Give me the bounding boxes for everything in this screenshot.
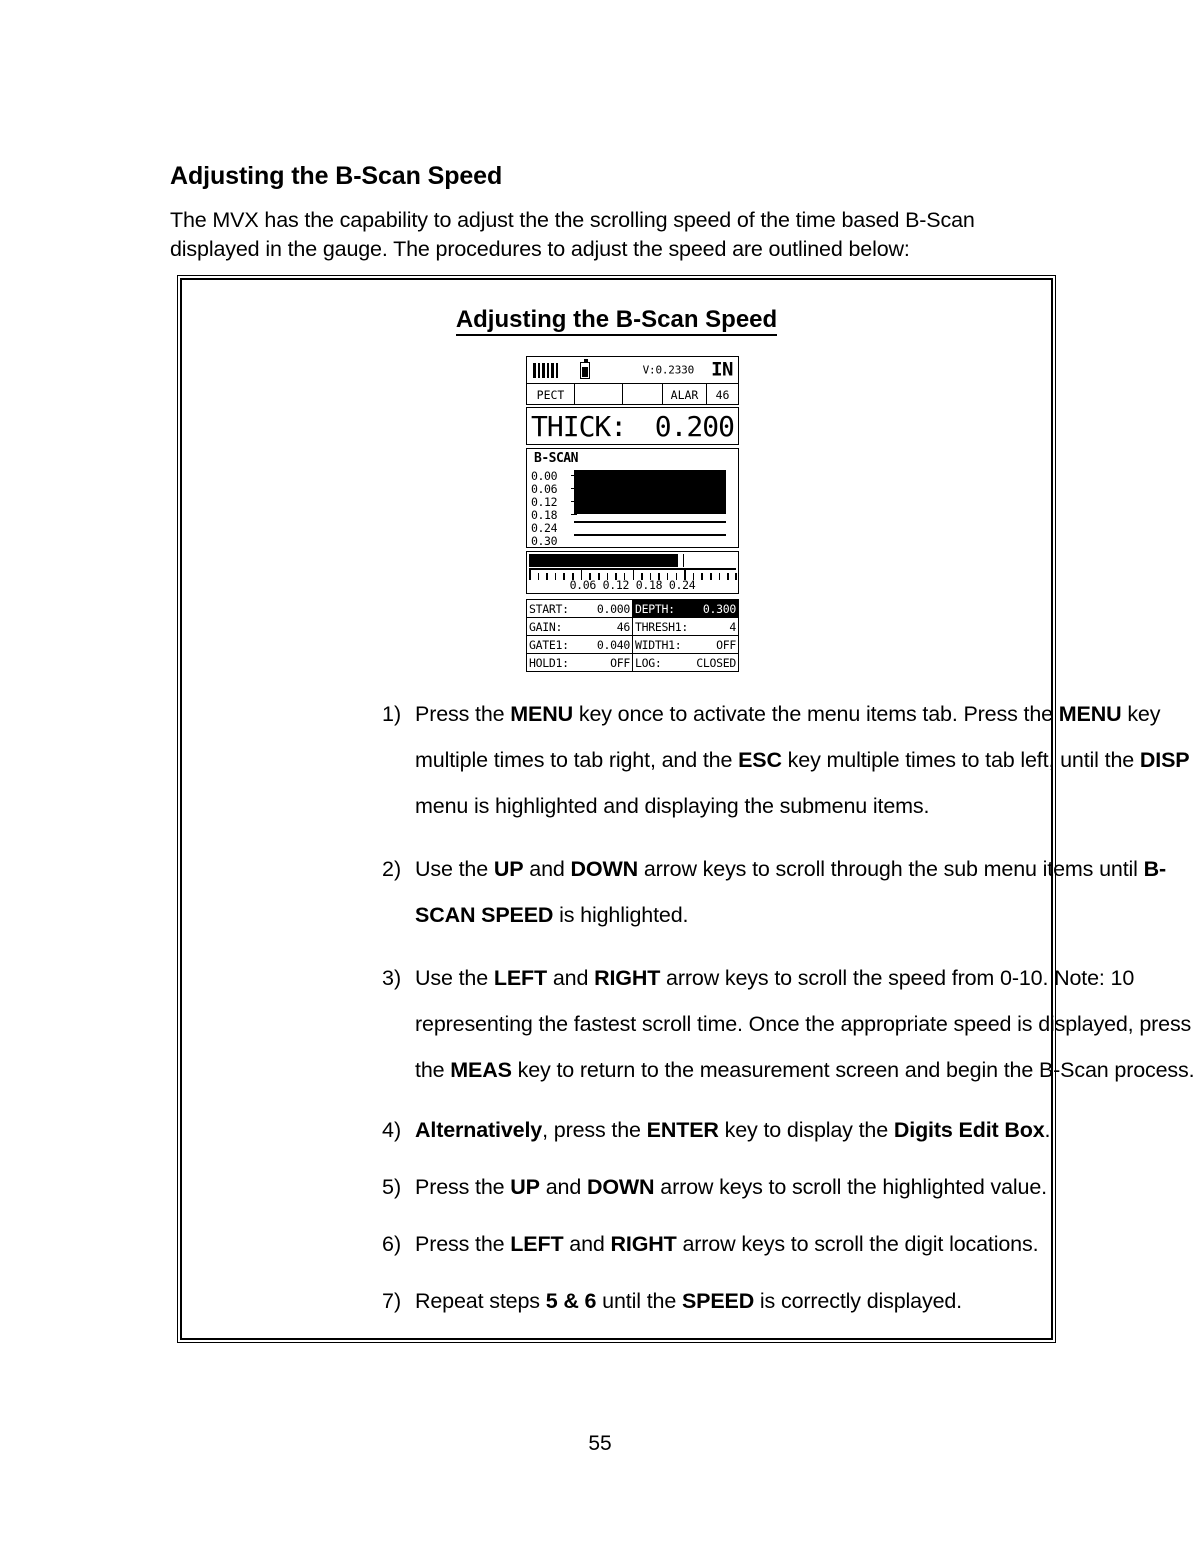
bscan-y-label: 0.00 bbox=[531, 468, 558, 483]
table-row bbox=[527, 636, 738, 654]
step-number: 4) bbox=[382, 1118, 402, 1142]
bscan-plot-area bbox=[574, 469, 726, 537]
status-cell-gain: 46 bbox=[715, 387, 730, 402]
list-item bbox=[382, 846, 1200, 938]
param-depth[interactable] bbox=[633, 600, 738, 617]
bscan-y-label: 0.24 bbox=[531, 520, 558, 535]
velocity-readout bbox=[643, 364, 694, 377]
units-label: IN bbox=[711, 358, 733, 381]
parameter-table bbox=[526, 599, 739, 672]
list-item bbox=[382, 1167, 1200, 1207]
bscan-trace-fill bbox=[574, 470, 726, 514]
gauge-screenshot bbox=[526, 356, 739, 670]
velocity-value: 0.2330 bbox=[655, 363, 694, 377]
param-value: 0.000 bbox=[596, 601, 630, 616]
param-value: 46 bbox=[616, 619, 630, 634]
param-label: GAIN: bbox=[529, 619, 563, 634]
list-item bbox=[382, 955, 1200, 1093]
ruler-labels: 0.06 0.12 0.18 0.24 bbox=[569, 578, 696, 592]
step-text: Press the LEFT and RIGHT arrow keys to scroll the digit locations. bbox=[415, 1232, 1039, 1256]
step-number: 5) bbox=[382, 1175, 402, 1199]
step-text: Use the LEFT and RIGHT arrow keys to scroll the speed from 0-10. Note: 10 representing the fastest scroll time. Once the appropriate speed is displayed, press the MEAS key to return to the measurement screen and begin the B-Scan process. bbox=[415, 966, 1195, 1082]
param-label: THRESH1: bbox=[635, 619, 688, 634]
velocity-label: V: bbox=[642, 363, 656, 377]
param-thresh1[interactable] bbox=[633, 618, 738, 635]
param-value: 4 bbox=[729, 619, 736, 634]
param-label: HOLD1: bbox=[529, 655, 569, 670]
param-value: 0.300 bbox=[702, 601, 736, 616]
step-number: 1) bbox=[382, 702, 402, 726]
page-number: 55 bbox=[588, 1432, 612, 1455]
param-label: LOG: bbox=[635, 655, 662, 670]
gauge-status-top bbox=[527, 357, 738, 384]
step-number: 7) bbox=[382, 1289, 402, 1313]
gauge-status-bar bbox=[526, 356, 739, 405]
bscan-y-label: 0.18 bbox=[531, 507, 558, 522]
list-item bbox=[382, 691, 1200, 829]
param-label: START: bbox=[529, 601, 569, 616]
param-value: CLOSED bbox=[696, 655, 736, 670]
waveform-segment bbox=[529, 554, 581, 567]
param-label: WIDTH1: bbox=[635, 637, 682, 652]
table-row bbox=[527, 654, 738, 671]
waveform-segment bbox=[633, 554, 685, 567]
battery-icon bbox=[580, 362, 590, 379]
bscan-y-label: 0.12 bbox=[531, 494, 558, 509]
steps-list bbox=[382, 691, 1200, 1338]
procedure-box bbox=[180, 278, 1195, 1340]
status-cell-alarm: ALAR bbox=[663, 384, 707, 405]
list-item bbox=[382, 1110, 1200, 1150]
param-gate1[interactable] bbox=[527, 636, 633, 653]
param-start[interactable] bbox=[527, 600, 633, 617]
waveform-segment bbox=[581, 554, 633, 567]
waveform-segment bbox=[684, 554, 736, 567]
bscan-gridline bbox=[574, 534, 726, 536]
step-number: 3) bbox=[382, 966, 402, 990]
bscan-y-label: 0.30 bbox=[531, 533, 558, 548]
gauge-status-cells bbox=[527, 384, 738, 405]
step-number: 2) bbox=[382, 857, 402, 881]
param-value: OFF bbox=[610, 655, 630, 670]
bscan-title: B-SCAN bbox=[534, 451, 578, 466]
bscan-y-label: 0.06 bbox=[531, 481, 558, 496]
step-text: Use the UP and DOWN arrow keys to scroll through the sub menu items until B-SCAN SPEED is highlighted. bbox=[415, 857, 1166, 927]
thickness-value: 0.200 bbox=[654, 409, 734, 443]
status-cell-blank-1 bbox=[575, 384, 623, 405]
signal-bars-icon bbox=[533, 363, 558, 378]
status-cell-pect: PECT bbox=[527, 384, 575, 405]
step-text: Alternatively, press the ENTER key to display the Digits Edit Box. bbox=[415, 1118, 1051, 1142]
waveform-bar-track bbox=[529, 554, 736, 567]
procedure-title-text: Adjusting the B-Scan Speed bbox=[456, 306, 777, 336]
status-cell-blank-2 bbox=[623, 384, 663, 405]
param-label: DEPTH: bbox=[635, 601, 675, 616]
step-text: Press the UP and DOWN arrow keys to scroll the highlighted value. bbox=[415, 1175, 1047, 1199]
bscan-panel bbox=[526, 448, 739, 548]
param-width1[interactable] bbox=[633, 636, 738, 653]
step-number: 6) bbox=[382, 1232, 402, 1256]
param-log[interactable] bbox=[633, 654, 738, 671]
step-text: Press the MENU key once to activate the menu items tab. Press the MENU key multiple times to tab right, and the ESC key multiple times to tab left, until the DISP menu is highlighted and displaying the submenu items. bbox=[415, 702, 1190, 818]
intro-paragraph: The MVX has the capability to adjust the the scrolling speed of the time based B-Scan displayed in the gauge. The procedures to adjust the speed are outlined below: bbox=[170, 207, 975, 261]
waveform-ruler-panel bbox=[526, 551, 739, 594]
thickness-readout bbox=[526, 407, 739, 445]
param-gain[interactable] bbox=[527, 618, 633, 635]
procedure-title bbox=[182, 306, 1051, 334]
list-item bbox=[382, 1281, 1200, 1321]
list-item bbox=[382, 1224, 1200, 1264]
param-value: 0.040 bbox=[596, 637, 630, 652]
table-row bbox=[527, 618, 738, 636]
param-value: OFF bbox=[716, 637, 736, 652]
page-title: Adjusting the B-Scan Speed bbox=[170, 161, 503, 190]
table-row bbox=[527, 600, 738, 618]
param-hold1[interactable] bbox=[527, 654, 633, 671]
step-text: Repeat steps 5 & 6 until the SPEED is correctly displayed. bbox=[415, 1289, 963, 1313]
bscan-gridline bbox=[574, 521, 726, 523]
thickness-label: THICK: bbox=[531, 409, 627, 443]
param-label: GATE1: bbox=[529, 637, 569, 652]
